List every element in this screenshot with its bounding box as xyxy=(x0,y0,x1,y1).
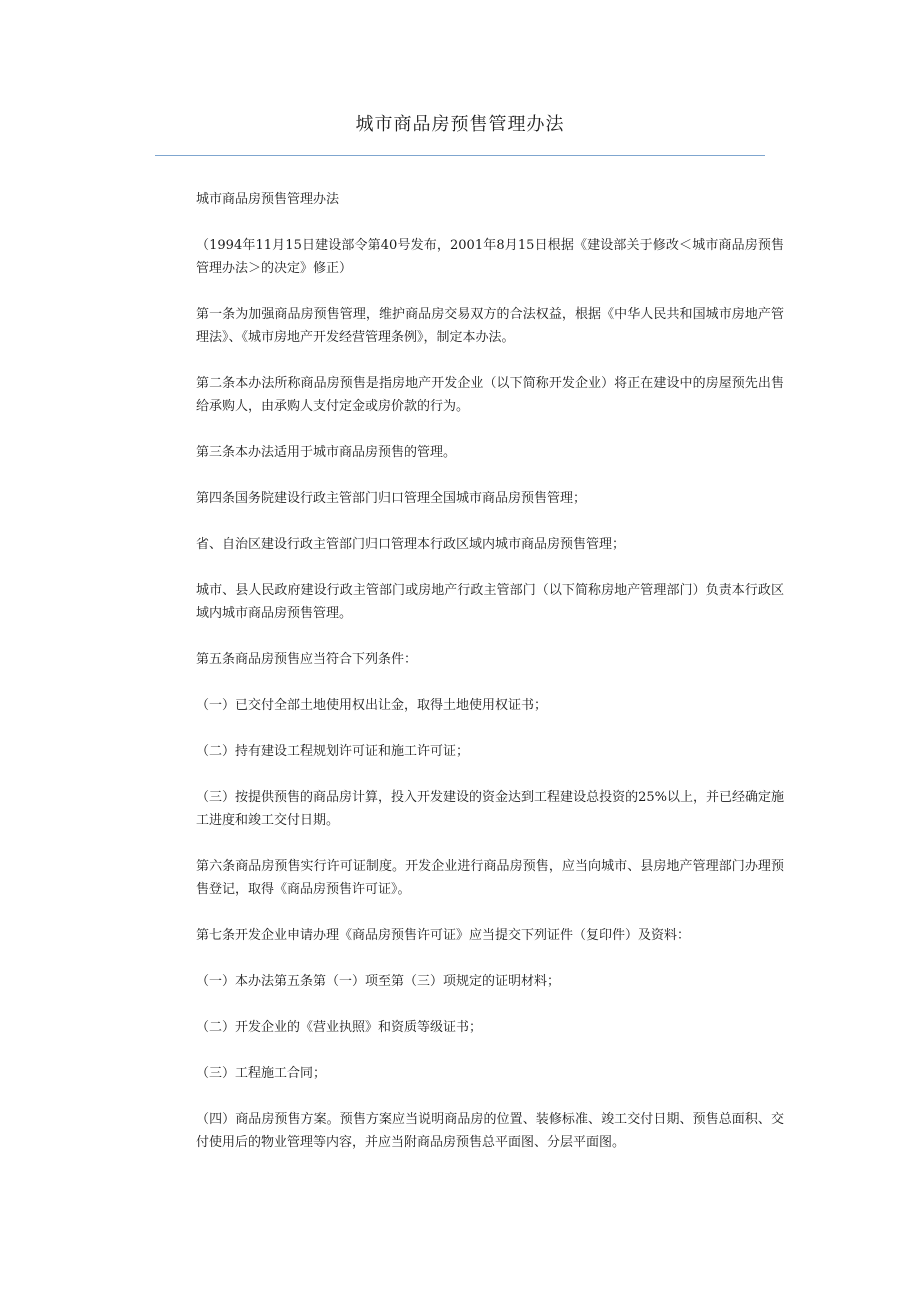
paragraph-article-7-item-3: （三）工程施工合同； xyxy=(196,1066,327,1081)
paragraph-heading: 城市商品房预售管理办法 xyxy=(196,192,340,207)
paragraph-article-7-item-1: （一）本办法第五条第（一）项至第（三）项规定的证明材料； xyxy=(196,974,561,989)
paragraph-article-4-province: 省、自治区建设行政主管部门归口管理本行政区域内城市商品房预售管理； xyxy=(196,537,626,552)
document-body xyxy=(196,188,784,1154)
paragraph-article-6: 第六条商品房预售实行许可证制度。开发企业进行商品房预售，应当向城市、县房地产管理部门办理预售登记，取得《商品房预售许可证》。 xyxy=(196,859,784,897)
paragraph-article-7-item-2: （二）开发企业的《营业执照》和资质等级证书； xyxy=(196,1020,483,1035)
paragraph-article-5-item-3: （三）按提供预售的商品房计算，投入开发建设的资金达到工程建设总投资的25%以上，并已经确定施工进度和竣工交付日期。 xyxy=(196,790,784,828)
title-divider xyxy=(155,155,765,156)
paragraph-article-7-item-4: （四）商品房预售方案。预售方案应当说明商品房的位置、装修标准、竣工交付日期、预售总面积、交付使用后的物业管理等内容，并应当附商品房预售总平面图、分层平面图。 xyxy=(196,1112,784,1150)
document-title: 城市商品房预售管理办法 xyxy=(355,114,565,135)
paragraph-article-5-item-1: （一）已交付全部土地使用权出让金，取得土地使用权证书； xyxy=(196,698,548,713)
paragraph-issuance-note: （1994年11月15日建设部令第40号发布，2001年8月15日根据《建设部关于修改＜城市商品房预售管理办法＞的决定》修正） xyxy=(196,238,784,276)
paragraph-article-4: 第四条国务院建设行政主管部门归口管理全国城市商品房预售管理； xyxy=(196,491,587,506)
paragraph-article-7: 第七条开发企业申请办理《商品房预售许可证》应当提交下列证件（复印件）及资料： xyxy=(196,928,691,943)
paragraph-article-4-city: 城市、县人民政府建设行政主管部门或房地产行政主管部门（以下简称房地产管理部门）负责本行政区域内城市商品房预售管理。 xyxy=(196,583,784,621)
paragraph-article-5-item-2: （二）持有建设工程规划许可证和施工许可证； xyxy=(196,744,470,759)
paragraph-article-3: 第三条本办法适用于城市商品房预售的管理。 xyxy=(196,445,457,460)
paragraph-article-5: 第五条商品房预售应当符合下列条件： xyxy=(196,652,418,667)
paragraph-article-1: 第一条为加强商品房预售管理，维护商品房交易双方的合法权益，根据《中华人民共和国城市房地产管理法》、《城市房地产开发经营管理条例》，制定本办法。 xyxy=(196,307,784,345)
paragraph-article-2: 第二条本办法所称商品房预售是指房地产开发企业（以下简称开发企业）将正在建设中的房屋预先出售给承购人，由承购人支付定金或房价款的行为。 xyxy=(196,376,784,414)
